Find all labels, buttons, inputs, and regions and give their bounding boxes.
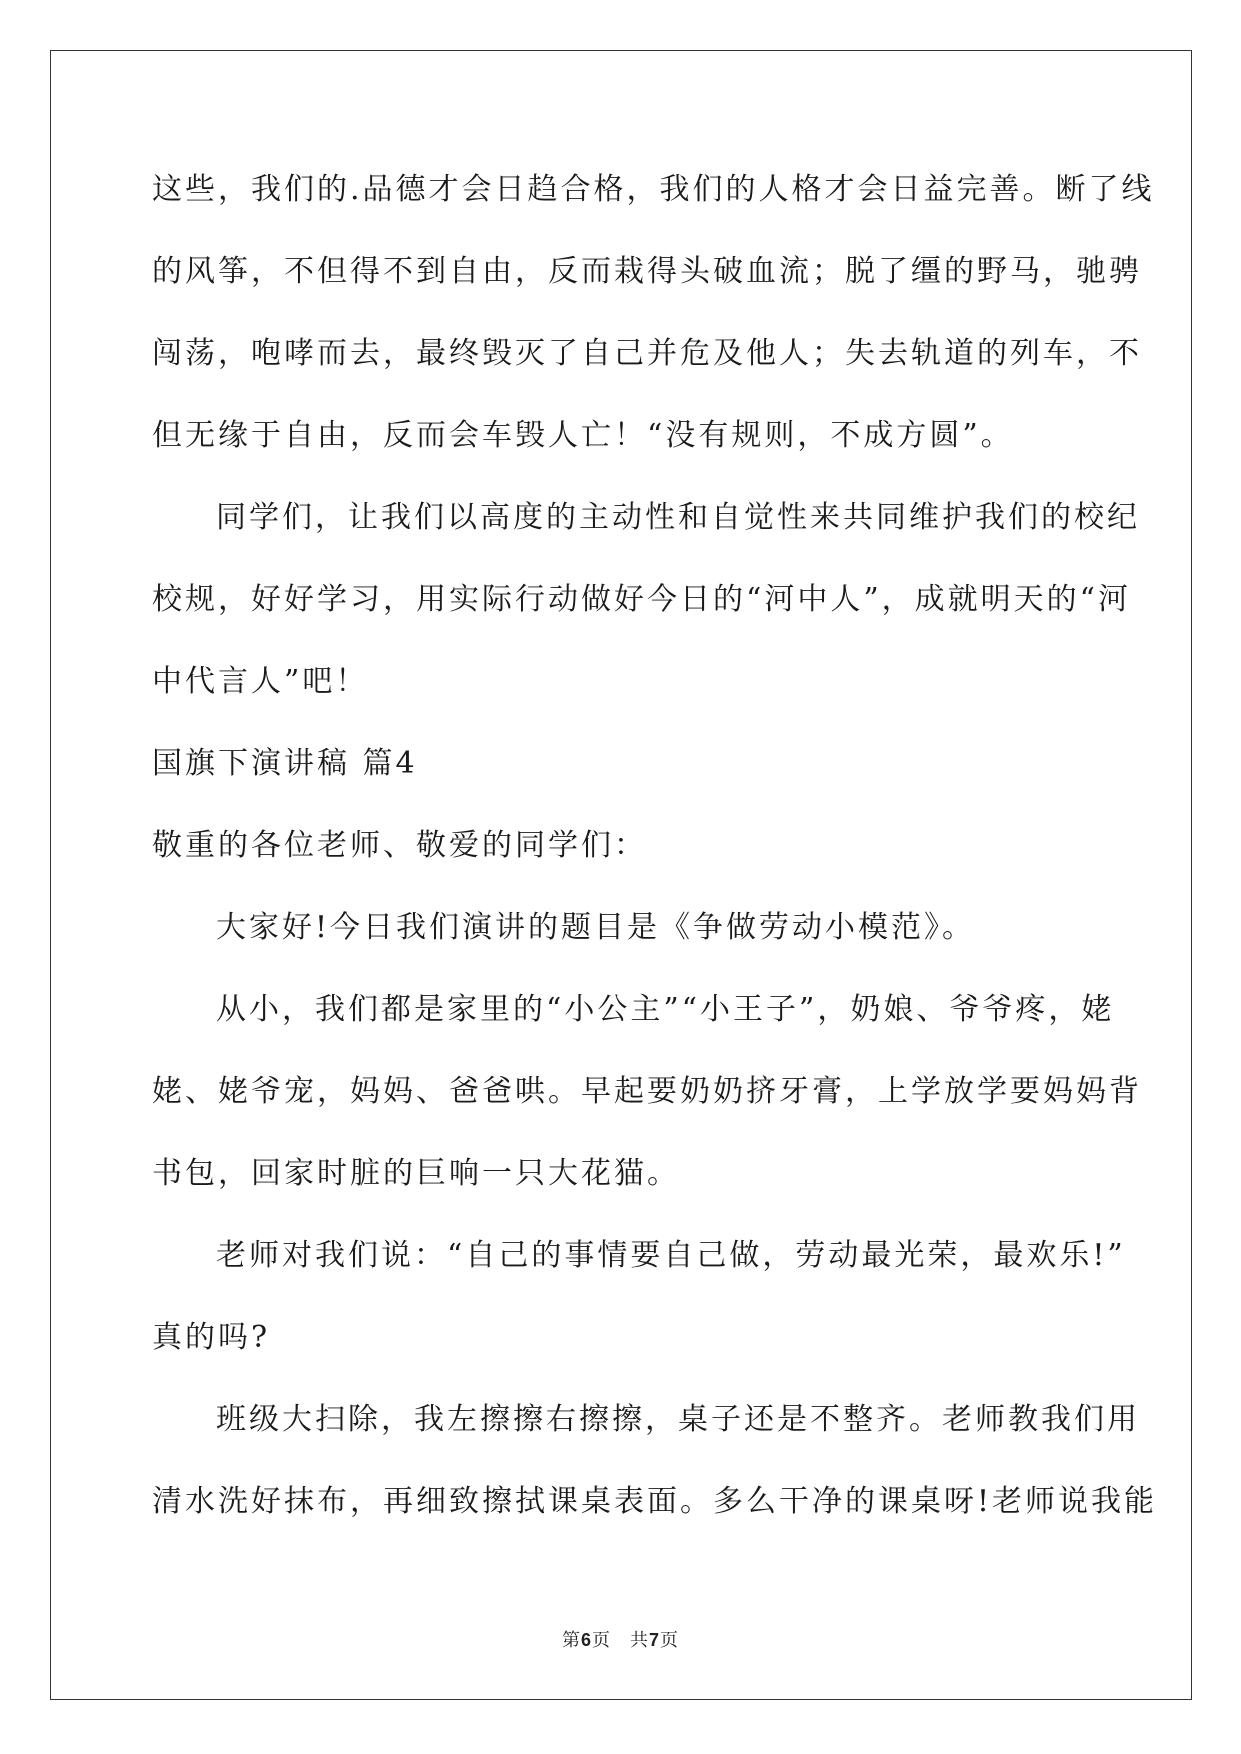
text-line: 同学们，让我们以高度的主动性和自觉性来共同维护我们的校纪 xyxy=(216,500,1140,535)
text-line: 清水洗好抹布，再细致擦拭课桌表面。多么干净的课桌呀!老师说我能 xyxy=(152,1484,1158,1519)
page-current: 6 xyxy=(580,1630,592,1650)
text-line: 大家好!今日我们演讲的题目是《争做劳动小模范》。 xyxy=(216,910,976,945)
text-line: 真的吗? xyxy=(152,1320,271,1355)
section-heading: 国旗下演讲稿 篇4 xyxy=(152,746,418,781)
page-prefix: 第 xyxy=(561,1630,581,1651)
salutation: 敬重的各位老师、敬爱的同学们： xyxy=(152,828,647,863)
text-line: 班级大扫除，我左擦擦右擦擦，桌子还是不整齐。老师教我们用 xyxy=(216,1402,1140,1437)
page-suffix: 页 xyxy=(660,1630,680,1651)
page-mid: 页 共 xyxy=(592,1630,649,1651)
page-total: 7 xyxy=(649,1630,661,1650)
text-line: 老师对我们说：“自己的事情要自己做，劳动最光荣，最欢乐!” xyxy=(216,1238,1126,1273)
text-line: 但无缘于自由，反而会车毁人亡！“没有规则，不成方圆”。 xyxy=(152,418,1014,453)
page-footer xyxy=(0,1626,1241,1652)
text-line: 这些，我们的.品德才会日趋合格，我们的人格才会日益完善。断了线 xyxy=(152,172,1155,207)
text-line: 书包，回家时脏的巨响一只大花猫。 xyxy=(152,1156,680,1191)
text-line: 的风筝，不但得不到自由，反而栽得头破血流；脱了缰的野马，驰骋 xyxy=(152,254,1142,289)
text-line: 校规，好好学习，用实际行动做好今日的“河中人”，成就明天的“河 xyxy=(152,582,1132,617)
text-line: 从小，我们都是家里的“小公主”“小王子”，奶娘、爷爷疼，姥 xyxy=(216,992,1115,1027)
document-body xyxy=(152,160,1158,1554)
text-line: 中代言人”吧！ xyxy=(152,664,369,699)
text-line: 闯荡，咆哮而去，最终毁灭了自己并危及他人；失去轨道的列车，不 xyxy=(152,336,1142,371)
text-line: 姥、姥爷宠，妈妈、爸爸哄。早起要奶奶挤牙膏，上学放学要妈妈背 xyxy=(152,1074,1142,1109)
